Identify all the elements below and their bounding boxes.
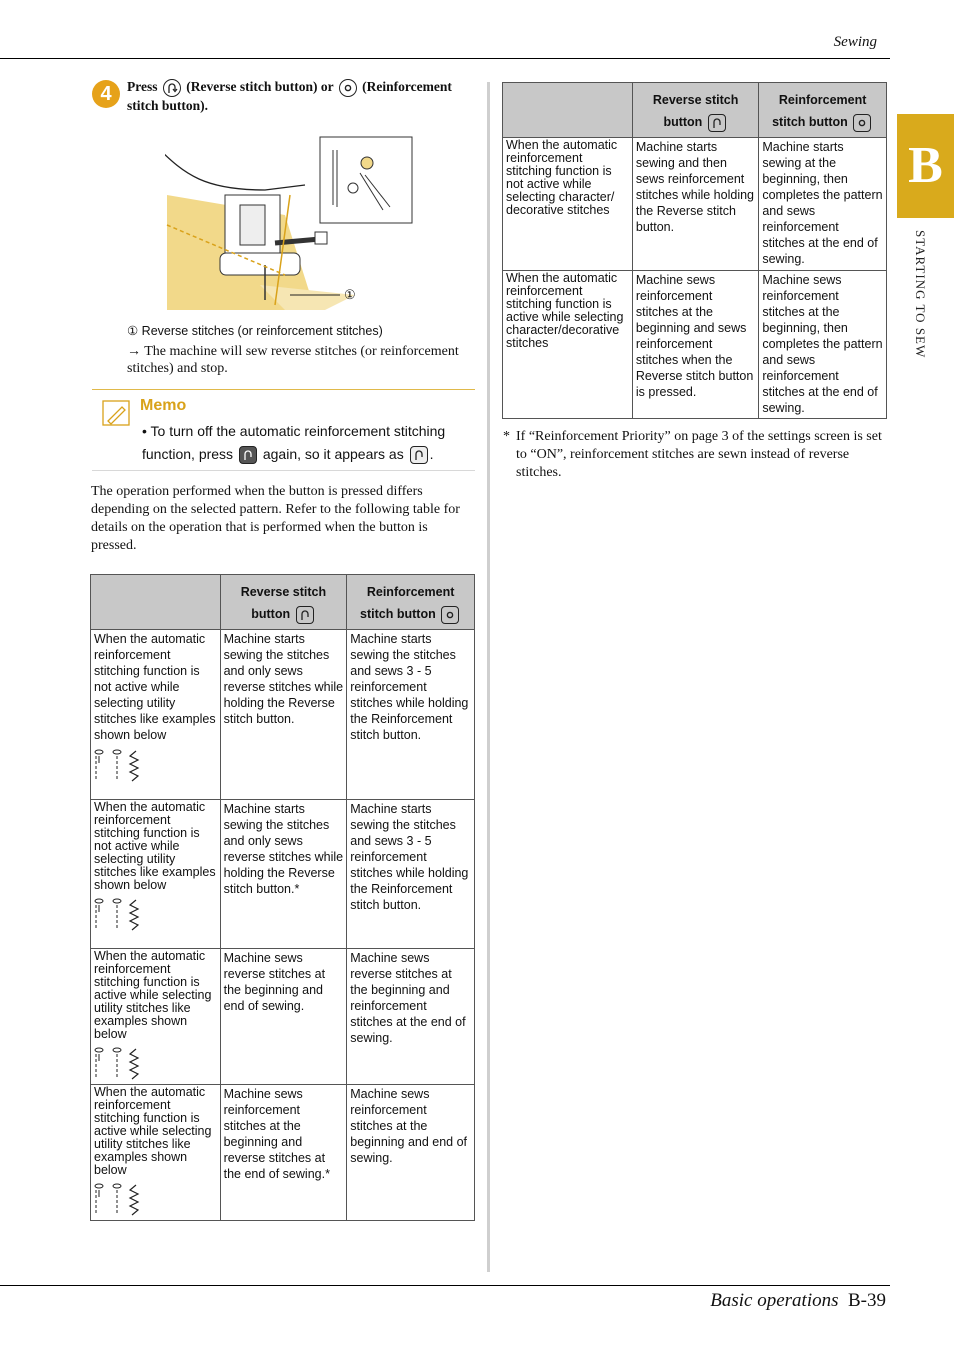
memo-title: Memo <box>140 397 187 414</box>
stitch-examples-icon <box>94 898 217 932</box>
table-row <box>91 949 475 1085</box>
memo-text-part1: To turn off the automatic reinforcement stitching function, press <box>142 423 446 462</box>
table-header-blank <box>503 83 633 138</box>
illustration-caption: ① Reverse stitches (or reinforcement stitches) <box>127 324 383 338</box>
sewing-machine-illustration <box>165 135 415 315</box>
operation-table-utility <box>90 574 475 1221</box>
step-text-reverse: (Reverse stitch button) or <box>186 79 334 94</box>
memo-pencil-icon <box>102 399 132 427</box>
table-row <box>91 800 475 949</box>
table-header-reinforcement <box>759 83 887 138</box>
memo-bullet: • <box>142 423 147 439</box>
header-rule <box>0 58 890 59</box>
step-result: → The machine will sew reverse stitches (or reinforcement stitches) and stop. <box>127 344 459 376</box>
footnote-mark: * <box>503 429 510 444</box>
row-condition-cell <box>91 630 221 800</box>
table-row <box>91 1085 475 1221</box>
intro-paragraph: The operation performed when the button is pressed differs depending on the selected pattern. Refer to the following table for details on the operation that is performed when the button is pressed. <box>91 484 460 553</box>
reinforcement-stitch-icon <box>853 114 871 132</box>
stitch-examples-icon <box>94 749 217 783</box>
page-number: B-39 <box>848 1290 886 1311</box>
header-reverse-line1: Reverse stitch <box>652 93 739 107</box>
table-row <box>503 271 887 419</box>
row-reinforcement: Machine sews reinforcement stitches at the beginning and end of sewing. <box>347 1085 475 1221</box>
footnote <box>503 428 883 482</box>
page-footer <box>710 1290 886 1312</box>
header-reverse-line1: Reverse stitch <box>240 585 327 599</box>
row-condition: When the automatic reinforcement stitching function is active while selecting utility stitches like examples shown below <box>94 1085 212 1177</box>
row-reverse: Machine sews reverse stitches at the beginning and end of sewing. <box>220 949 347 1085</box>
header-reinf-line1: Reinforcement <box>778 93 867 107</box>
row-condition: When the automatic reinforcement stitching function is not active while selecting utility stitches like examples shown below <box>94 800 216 892</box>
row-condition: When the automatic reinforcement stitching function is not active while selecting utility stitches like examples shown below <box>94 632 216 742</box>
header-reinf-line1: Reinforcement <box>366 585 455 599</box>
table-row <box>503 138 887 271</box>
row-reinforcement: Machine starts sewing at the beginning, then completes the pattern and sews reinforcement stitches at the end of sewing. <box>759 138 887 271</box>
reverse-stitch-icon <box>163 79 181 97</box>
row-reinforcement: Machine sews reinforcement stitches at the beginning, then completes the pattern and sews reinforcement stitches at the end of sewing. <box>759 271 887 419</box>
row-reinforcement: Machine starts sewing the stitches and sews 3 - 5 reinforcement stitches while holding the Reinforcement stitch button. <box>347 800 475 949</box>
table-row <box>91 630 475 800</box>
stitch-examples-icon <box>94 1183 217 1217</box>
row-condition: When the automatic reinforcement stitching function is not active while selecting character/ decorative stitches <box>503 138 633 271</box>
memo-text-end: . <box>429 446 434 462</box>
step-number-badge: 4 <box>92 80 120 108</box>
footnote-text: If “Reinforcement Priority” on page 3 of the settings screen is set to “ON”, reinforcement stitches are sewn instead of reverse stitches. <box>516 429 882 480</box>
reverse-stitch-icon <box>296 606 314 624</box>
reinforcement-stitch-icon <box>339 79 357 97</box>
row-reverse: Machine sews reinforcement stitches at the beginning and reverse stitches at the end of sewing.* <box>220 1085 347 1221</box>
row-reinforcement: Machine starts sewing the stitches and sews 3 - 5 reinforcement stitches while holding the Reinforcement stitch button. <box>347 630 475 800</box>
step-instruction <box>127 78 477 115</box>
column-divider <box>487 82 490 1272</box>
chapter-tab: B <box>897 114 954 218</box>
table-header-reinforcement <box>347 575 475 630</box>
row-condition-cell <box>91 949 221 1085</box>
auto-reinforcement-on-icon <box>239 446 257 464</box>
row-condition: When the automatic reinforcement stitching function is active while selecting character/decorative stitches <box>503 271 633 419</box>
table-header-reverse <box>220 575 347 630</box>
row-condition-cell <box>91 1085 221 1221</box>
header-reverse-line2: button <box>663 115 703 129</box>
header-reinf-line2: stitch button <box>360 607 436 621</box>
row-condition-cell <box>91 800 221 949</box>
reinforcement-stitch-icon <box>441 606 459 624</box>
memo-text-part2: again, so it appears as <box>262 446 404 462</box>
row-reverse: Machine starts sewing the stitches and only sews reverse stitches while holding the Reverse stitch button. <box>220 630 347 800</box>
table-header-blank <box>91 575 221 630</box>
stitch-examples-icon <box>94 1047 217 1081</box>
step-text-press: Press <box>127 79 158 94</box>
reverse-stitch-icon <box>708 114 726 132</box>
step-text-reinforcement: (Reinforcement stitch button). <box>127 79 452 113</box>
running-header-section: Sewing <box>833 34 877 50</box>
row-reverse: Machine starts sewing the stitches and only sews reverse stitches while holding the Reverse stitch button.* <box>220 800 347 949</box>
row-reinforcement: Machine sews reverse stitches at the beginning and reinforcement stitches at the end of sewing. <box>347 949 475 1085</box>
footer-rule <box>0 1285 890 1286</box>
row-reverse: Machine starts sewing and then sews reinforcement stitches while holding the Reverse stitch button. <box>632 138 758 271</box>
chapter-side-label: STARTING TO SEW <box>913 230 928 359</box>
table-header-reverse <box>632 83 758 138</box>
header-reverse-line2: button <box>251 607 291 621</box>
footer-title: Basic operations <box>710 1290 839 1311</box>
memo-text <box>142 420 472 466</box>
header-reinf-line2: stitch button <box>772 115 848 129</box>
row-reverse: Machine sews reinforcement stitches at the beginning and sews reinforcement stitches when the Reverse stitch button is pressed. <box>632 271 758 419</box>
auto-reinforcement-off-icon <box>410 446 428 464</box>
callout-number: ① <box>344 287 356 302</box>
row-condition: When the automatic reinforcement stitching function is active while selecting utility stitches like examples shown below <box>94 949 212 1041</box>
operation-table-decorative <box>502 82 887 419</box>
